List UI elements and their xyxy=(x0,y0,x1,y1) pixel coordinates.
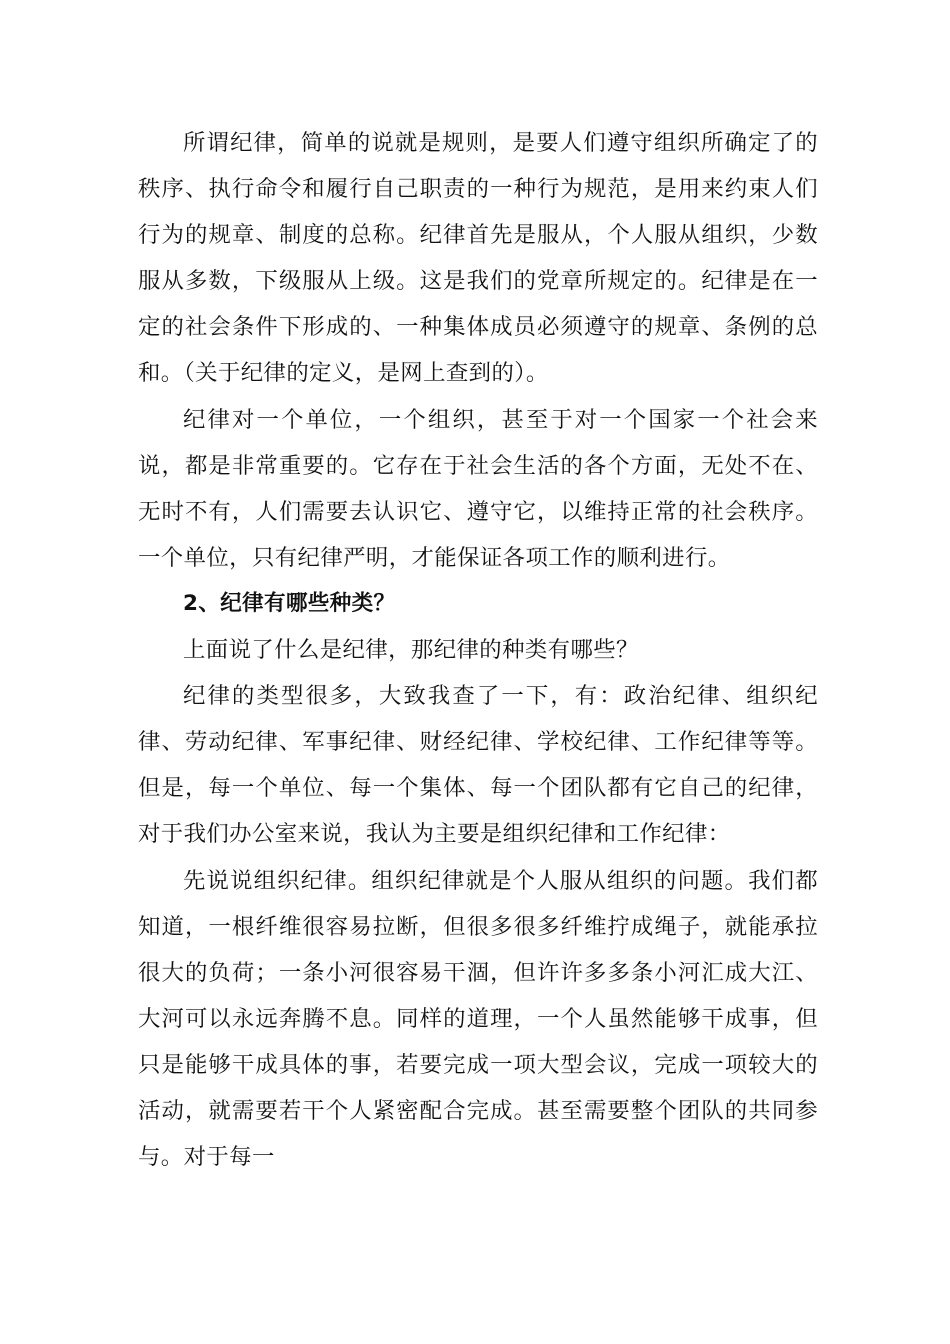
paragraph-types-list: 纪律的类型很多，大致我查了一下，有：政治纪律、组织纪律、劳动纪律、军事纪律、财经纪律、学校纪律、工作纪律等等。但是，每一个单位、每一个集体、每一个团队都有它自己的纪律，对于我们办公室来说，我认为主要是组织纪律和工作纪律： xyxy=(138,683,818,848)
paragraph-organizational-discipline: 先说说组织纪律。组织纪律就是个人服从组织的问题。我们都知道，一根纤维很容易拉断，但很多很多纤维拧成绳子，就能承拉很大的负荷；一条小河很容易干涸，但许许多多条小河汇成大江、大河可以永远奔腾不息。同样的道理，一个人虽然能够干成事，但只是能够干成具体的事，若要完成一项大型会议，完成一项较大的活动，就需要若干个人紧密配合完成。甚至需要整个团队的共同参与。对于每一 xyxy=(138,867,818,1171)
paragraph-discipline-definition: 所谓纪律，简单的说就是规则，是要人们遵守组织所确定了的秩序、执行命令和履行自己职责的一种行为规范，是用来约束人们行为的规章、制度的总称。纪律首先是服从，个人服从组织，少数服从多数，下级服从上级。这是我们的党章所规定的。纪律是在一定的社会条件下形成的、一种集体成员必须遵守的规章、条例的总和。（关于纪律的定义，是网上查到的）。 xyxy=(138,130,818,387)
paragraph-discipline-importance: 纪律对一个单位，一个组织，甚至于对一个国家一个社会来说，都是非常重要的。它存在于社会生活的各个方面，无处不在、无时不有，人们需要去认识它、遵守它，以维持正常的社会秩序。一个单位，只有纪律严明，才能保证各项工作的顺利进行。 xyxy=(138,406,818,571)
paragraph-types-question: 上面说了什么是纪律，那纪律的种类有哪些？ xyxy=(183,637,639,664)
section-heading: 2、纪律有哪些种类？ xyxy=(183,590,396,616)
document-body xyxy=(138,120,818,1180)
